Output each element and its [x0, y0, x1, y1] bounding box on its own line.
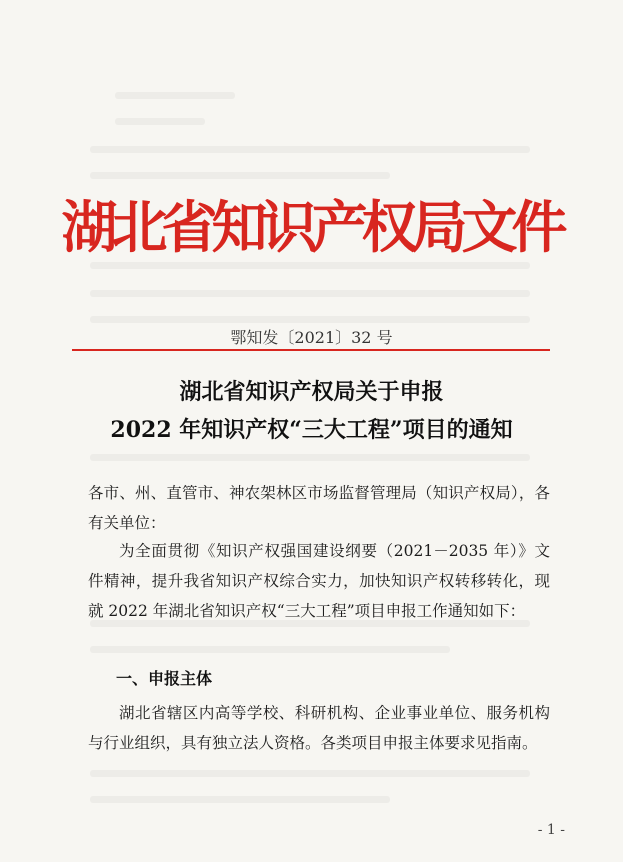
addressee-paragraph: 各市、州、直管市、神农架林区市场监督管理局（知识产权局），各有关单位：: [88, 484, 550, 532]
section-1-paragraph: 湖北省辖区内高等学校、科研机构、企业事业单位、服务机构与行业组织，具有独立法人资格。各类项目申报主体要求见指南。: [88, 704, 550, 752]
intro-paragraph: 为全面贯彻《知识产权强国建设纲要（2021－2035 年）》文件精神，提升我省知识产权综合实力，加快知识产权转移转化，现就 2022 年湖北省知识产权“三大工程”项目申报工作通知如下：: [88, 542, 550, 620]
section-1-heading: 一、申报主体: [116, 669, 213, 688]
red-divider-line: [72, 349, 550, 351]
notice-title-line-1: 湖北省知识产权局关于申报: [179, 379, 444, 405]
agency-title: 湖北省知识产权局文件: [61, 195, 562, 261]
page-number: - 1 -: [537, 822, 565, 838]
document-number: 鄂知发〔2021〕32 号: [230, 328, 393, 347]
notice-title-line-2: 2022 年知识产权“三大工程”项目的通知: [110, 417, 513, 443]
